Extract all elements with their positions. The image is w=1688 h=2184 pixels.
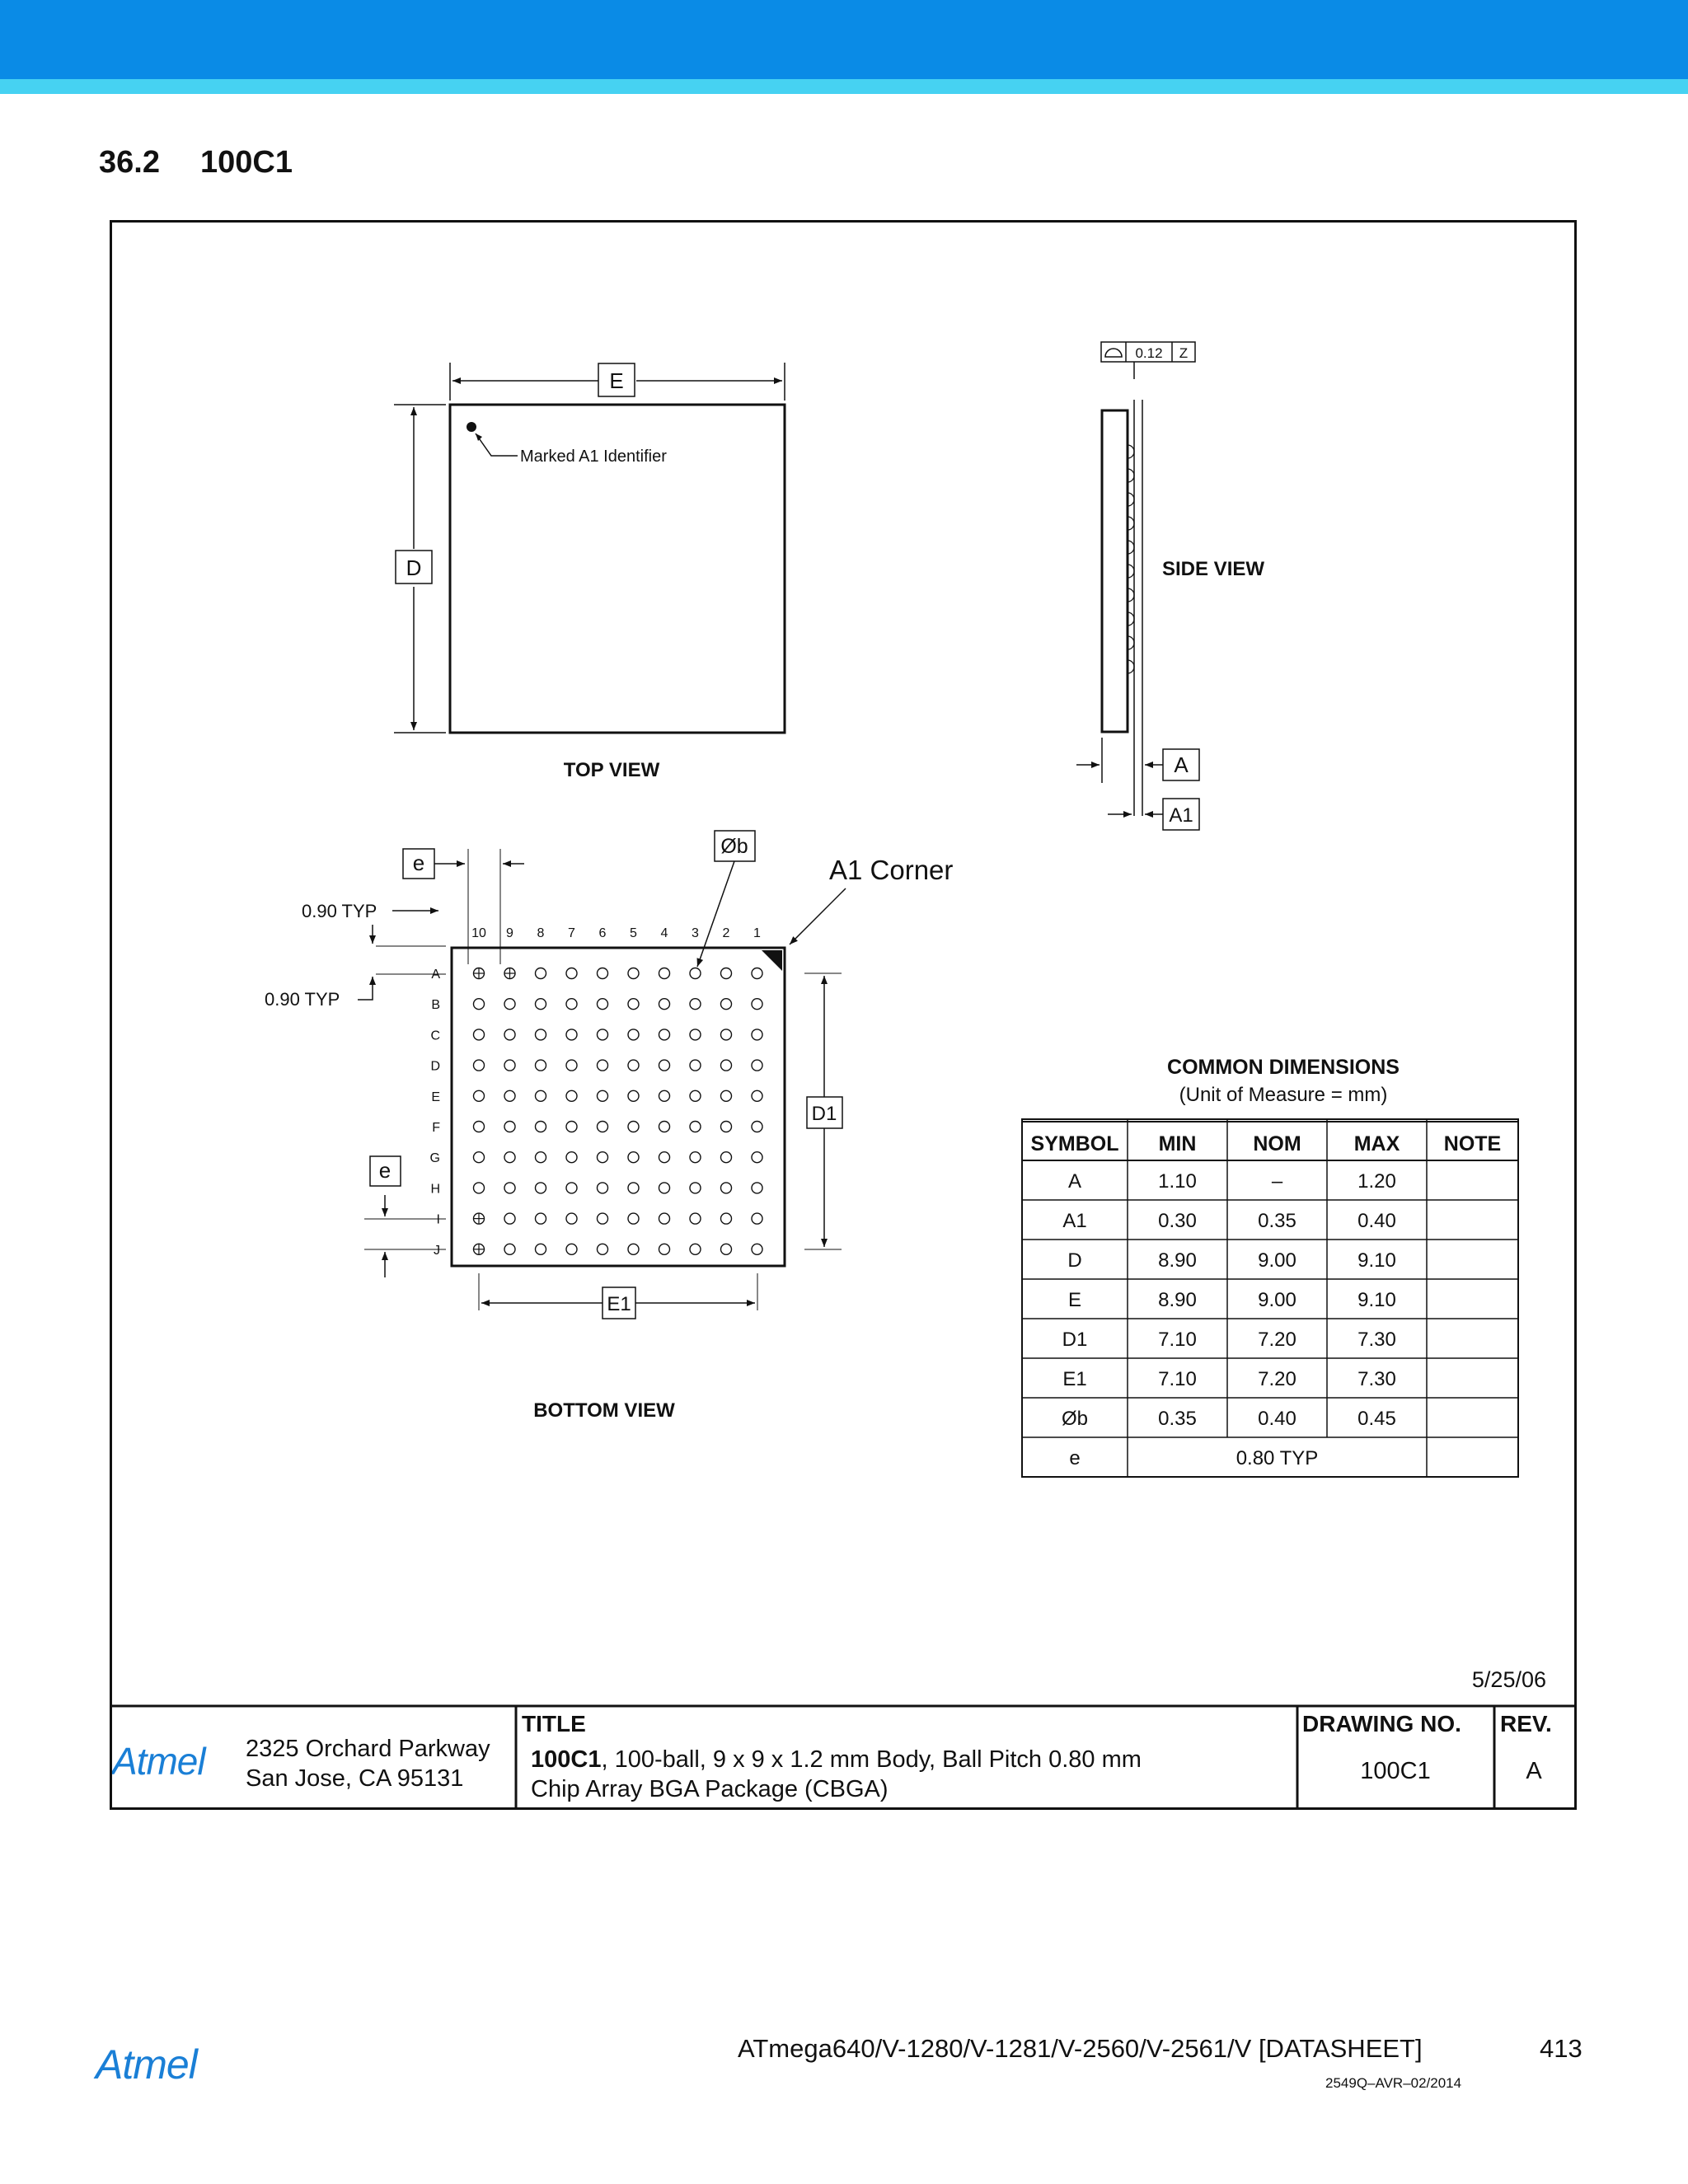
solder-ball xyxy=(504,999,515,1010)
table-cell: Øb xyxy=(1061,1408,1089,1430)
solder-ball xyxy=(659,1152,670,1163)
solder-ball xyxy=(721,1122,732,1132)
top-dim-e: E xyxy=(609,368,624,393)
solder-ball xyxy=(598,1244,608,1254)
side-view xyxy=(1076,342,1264,830)
footer-page-number: 413 xyxy=(1540,2034,1582,2063)
solder-ball xyxy=(598,1213,608,1224)
solder-ball xyxy=(566,999,577,1010)
dimensions-subtitle: (Unit of Measure = mm) xyxy=(1179,1084,1388,1106)
solder-ball xyxy=(752,1152,762,1163)
solder-ball xyxy=(474,1090,485,1101)
solder-ball xyxy=(752,999,762,1010)
column-label: 7 xyxy=(568,926,575,940)
table-cell: D1 xyxy=(1062,1329,1088,1351)
solder-ball xyxy=(752,1060,762,1071)
column-label: 3 xyxy=(692,926,699,940)
solder-ball xyxy=(628,1029,639,1040)
section-title: 100C1 xyxy=(200,145,293,180)
typ-left-label: 0.90 TYP xyxy=(265,989,340,1010)
solder-ball xyxy=(752,968,762,979)
side-view-title: SIDE VIEW xyxy=(1162,558,1265,580)
title-block xyxy=(112,1706,1574,1807)
rev-value: A xyxy=(1526,1758,1542,1784)
table-cell: 7.20 xyxy=(1258,1368,1296,1390)
title-bold: 100C1 xyxy=(531,1746,602,1773)
table-cell: 7.10 xyxy=(1158,1368,1197,1390)
table-cell: A1 xyxy=(1062,1210,1087,1232)
solder-ball xyxy=(752,1029,762,1040)
solder-ball xyxy=(566,968,577,979)
solder-ball xyxy=(659,999,670,1010)
solder-ball xyxy=(504,1060,515,1071)
title-rest: , 100-ball, 9 x 9 x 1.2 mm Body, Ball Pitch 0.80 mm xyxy=(601,1746,1142,1773)
table-cell: A xyxy=(1067,1170,1082,1193)
solder-ball xyxy=(690,999,701,1010)
table-header-cell: NOM xyxy=(1253,1132,1301,1155)
solder-ball xyxy=(659,1090,670,1101)
row-label: I xyxy=(436,1212,440,1227)
table-cell: 0.35 xyxy=(1158,1408,1197,1430)
row-label: C xyxy=(430,1029,440,1043)
address-line-1: 2325 Orchard Parkway xyxy=(246,1736,490,1762)
table-cell: E xyxy=(1067,1289,1082,1311)
table-cell: E1 xyxy=(1062,1368,1087,1390)
solder-ball xyxy=(628,999,639,1010)
dimensions-title: COMMON DIMENSIONS xyxy=(1167,1056,1400,1079)
column-label: 6 xyxy=(598,926,607,940)
solder-ball xyxy=(690,1090,701,1101)
ball-grid xyxy=(473,968,762,1255)
solder-ball xyxy=(628,1060,639,1071)
table-cell: 7.30 xyxy=(1357,1368,1396,1390)
solder-ball xyxy=(721,999,732,1010)
solder-ball xyxy=(752,1244,762,1254)
column-label: 10 xyxy=(471,926,486,940)
table-cell: 9.00 xyxy=(1258,1289,1296,1311)
solder-ball xyxy=(504,1122,515,1132)
table-cell: e xyxy=(1069,1447,1081,1469)
solder-ball xyxy=(598,1152,608,1163)
solder-ball xyxy=(659,1060,670,1071)
bottom-dim-b: Øb xyxy=(720,835,748,858)
table-cell: – xyxy=(1271,1170,1283,1193)
solder-ball xyxy=(721,1090,732,1101)
solder-ball xyxy=(566,1122,577,1132)
solder-ball xyxy=(659,1244,670,1254)
solder-ball xyxy=(598,1090,608,1101)
solder-ball xyxy=(628,1213,639,1224)
solder-ball xyxy=(659,1213,670,1224)
table-cell: 7.10 xyxy=(1158,1329,1197,1351)
solder-ball xyxy=(474,1029,485,1040)
solder-ball xyxy=(690,1122,701,1132)
top-view xyxy=(394,363,785,781)
solder-ball xyxy=(536,1183,546,1193)
common-dimensions xyxy=(1022,1056,1518,1477)
dimensions-table xyxy=(1022,1119,1518,1477)
table-cell: 1.10 xyxy=(1158,1170,1197,1193)
row-label: A xyxy=(431,968,440,982)
row-labels xyxy=(430,968,441,1258)
side-dim-a: A xyxy=(1174,752,1189,777)
column-label: 8 xyxy=(537,926,545,940)
solder-ball xyxy=(536,1122,546,1132)
table-cell: 0.30 xyxy=(1158,1210,1197,1232)
row-label: E xyxy=(431,1090,440,1104)
top-dim-d: D xyxy=(406,555,422,580)
package-drawing xyxy=(112,223,1574,1807)
solder-ball xyxy=(536,1152,546,1163)
section-heading xyxy=(99,145,293,180)
solder-ball xyxy=(536,1090,546,1101)
solder-ball xyxy=(566,1152,577,1163)
solder-ball xyxy=(504,1183,515,1193)
column-label: 1 xyxy=(753,926,761,940)
footer-logo: Atmel xyxy=(96,2041,197,2088)
solder-ball xyxy=(690,968,701,979)
solder-ball xyxy=(659,1029,670,1040)
solder-ball xyxy=(628,1244,639,1254)
table-cell: 0.40 xyxy=(1357,1210,1396,1232)
side-dim-a1: A1 xyxy=(1169,804,1193,827)
solder-ball xyxy=(721,1183,732,1193)
table-cell: 7.20 xyxy=(1258,1329,1296,1351)
table-cell: 0.45 xyxy=(1357,1408,1396,1430)
a1-identifier-dot xyxy=(467,422,476,432)
solder-ball xyxy=(598,999,608,1010)
solder-ball xyxy=(474,1183,485,1193)
table-header-cell: SYMBOL xyxy=(1030,1132,1119,1155)
solder-ball xyxy=(536,1029,546,1040)
table-cell: 8.90 xyxy=(1158,1249,1197,1272)
solder-ball xyxy=(474,1122,485,1132)
bottom-dim-d1: D1 xyxy=(811,1103,837,1125)
solder-ball xyxy=(690,1244,701,1254)
solder-ball xyxy=(598,1029,608,1040)
bottom-dim-e-left: e xyxy=(378,1158,392,1183)
bottom-view xyxy=(265,831,953,1422)
solder-ball xyxy=(659,968,670,979)
solder-ball xyxy=(690,1183,701,1193)
solder-ball xyxy=(628,1152,639,1163)
solder-ball xyxy=(659,1122,670,1132)
solder-ball xyxy=(598,968,608,979)
title-line-1 xyxy=(531,1746,1142,1773)
table-cell: D xyxy=(1067,1249,1082,1272)
flatness-value: 0.12 xyxy=(1135,345,1163,361)
table-cell: 7.30 xyxy=(1357,1329,1396,1351)
rev-label: REV. xyxy=(1500,1711,1552,1736)
row-label: J xyxy=(434,1243,440,1258)
solder-ball xyxy=(566,1060,577,1071)
bottom-dim-e1: E1 xyxy=(607,1293,631,1315)
row-label: D xyxy=(430,1059,440,1074)
table-cell: 1.20 xyxy=(1357,1170,1396,1193)
solder-ball xyxy=(566,1029,577,1040)
column-labels xyxy=(471,926,761,940)
solder-ball xyxy=(628,1122,639,1132)
solder-ball xyxy=(566,1183,577,1193)
table-cell: 9.10 xyxy=(1357,1289,1396,1311)
solder-ball xyxy=(690,1152,701,1163)
row-label: H xyxy=(430,1182,440,1197)
solder-ball xyxy=(566,1244,577,1254)
flatness-datum: Z xyxy=(1179,345,1189,361)
solder-ball xyxy=(628,968,639,979)
header-stripe xyxy=(0,79,1688,94)
solder-ball xyxy=(752,1122,762,1132)
solder-ball xyxy=(504,1152,515,1163)
drawing-no: 100C1 xyxy=(1360,1758,1431,1784)
solder-ball xyxy=(721,1029,732,1040)
footer-doc-code: 2549Q–AVR–02/2014 xyxy=(1325,2075,1462,2091)
a1-corner-label: A1 Corner xyxy=(829,855,954,885)
solder-ball xyxy=(721,1152,732,1163)
solder-ball xyxy=(721,968,732,979)
solder-ball xyxy=(474,1152,485,1163)
solder-ball xyxy=(752,1090,762,1101)
solder-ball xyxy=(566,1213,577,1224)
solder-ball xyxy=(628,1183,639,1193)
header-band xyxy=(0,0,1688,79)
solder-ball xyxy=(659,1183,670,1193)
drawing-frame xyxy=(110,220,1577,1810)
table-cell: 0.40 xyxy=(1258,1408,1296,1430)
table-header-cell: MAX xyxy=(1353,1132,1400,1155)
row-label: B xyxy=(431,998,440,1013)
table-cell: 0.80 TYP xyxy=(1236,1447,1319,1469)
footer-document: ATmega640/V-1280/V-1281/V-2560/V-2561/V [DATASHEET] xyxy=(738,2034,1423,2063)
column-label: 9 xyxy=(506,926,513,940)
solder-ball xyxy=(690,1213,701,1224)
column-label: 5 xyxy=(630,926,637,940)
table-cell: 9.00 xyxy=(1258,1249,1296,1272)
solder-ball xyxy=(721,1244,732,1254)
drawing-no-label: DRAWING NO. xyxy=(1302,1711,1461,1736)
solder-ball xyxy=(504,1213,515,1224)
title-label: TITLE xyxy=(522,1711,586,1736)
solder-ball xyxy=(598,1183,608,1193)
solder-ball xyxy=(504,1090,515,1101)
address-line-2: San Jose, CA 95131 xyxy=(246,1765,464,1792)
solder-ball xyxy=(721,1213,732,1224)
solder-ball xyxy=(690,1060,701,1071)
bottom-dim-e: e xyxy=(412,851,425,875)
solder-ball xyxy=(598,1060,608,1071)
solder-ball xyxy=(752,1213,762,1224)
drawing-date: 5/25/06 xyxy=(1471,1667,1546,1692)
row-label: F xyxy=(432,1121,440,1135)
solder-ball xyxy=(690,1029,701,1040)
row-label: G xyxy=(429,1151,440,1166)
solder-ball xyxy=(628,1090,639,1101)
table-header-cell: NOTE xyxy=(1443,1132,1502,1155)
solder-ball xyxy=(566,1090,577,1101)
solder-ball xyxy=(536,999,546,1010)
top-view-title: TOP VIEW xyxy=(563,759,660,781)
title-block-logo: Atmel xyxy=(112,1740,205,1783)
column-label: 4 xyxy=(660,926,668,940)
solder-ball xyxy=(474,999,485,1010)
bottom-view-outline xyxy=(452,948,785,1266)
solder-ball xyxy=(536,1213,546,1224)
table-header-cell: MIN xyxy=(1158,1132,1197,1155)
solder-ball xyxy=(721,1060,732,1071)
bottom-view-title: BOTTOM VIEW xyxy=(533,1399,675,1422)
solder-ball xyxy=(752,1183,762,1193)
solder-ball xyxy=(598,1122,608,1132)
solder-ball xyxy=(536,1060,546,1071)
solder-ball xyxy=(536,1244,546,1254)
table-cell: 0.35 xyxy=(1258,1210,1296,1232)
section-number: 36.2 xyxy=(99,145,160,180)
solder-ball xyxy=(504,1244,515,1254)
title-line-2: Chip Array BGA Package (CBGA) xyxy=(531,1776,889,1802)
solder-ball xyxy=(536,968,546,979)
column-label: 2 xyxy=(722,926,730,940)
table-cell: 9.10 xyxy=(1357,1249,1396,1272)
a1-identifier-label: Marked A1 Identifier xyxy=(520,448,667,466)
solder-ball xyxy=(504,1029,515,1040)
table-cell: 8.90 xyxy=(1158,1289,1197,1311)
package-body-side xyxy=(1102,410,1128,732)
typ-top-label: 0.90 TYP xyxy=(302,901,377,921)
solder-ball xyxy=(474,1060,485,1071)
a1-corner-mark xyxy=(762,950,782,971)
